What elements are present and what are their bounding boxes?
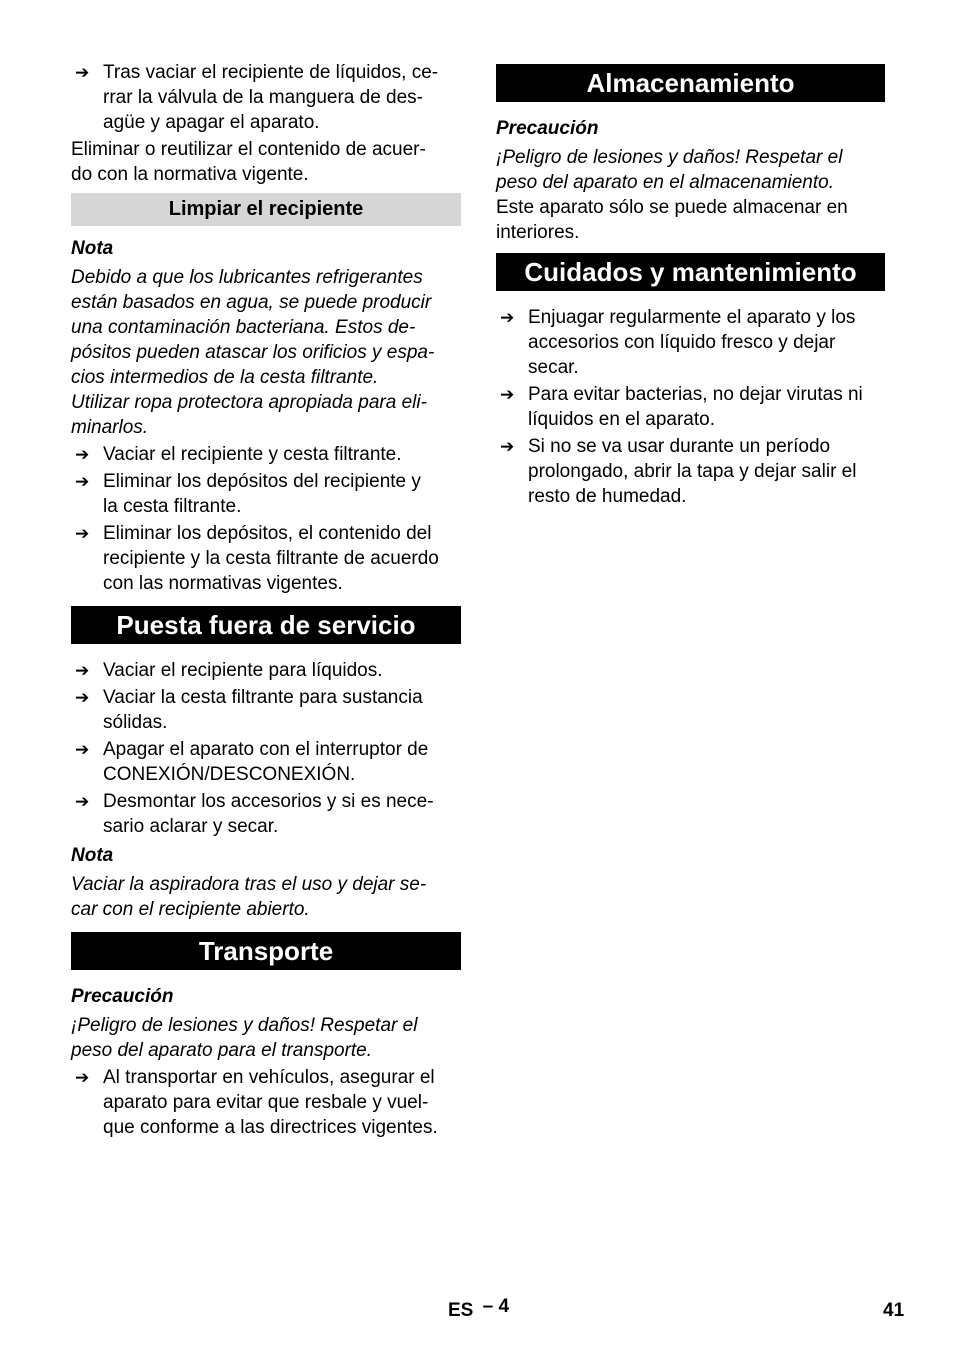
section-heading-transporte: Transporte bbox=[71, 932, 461, 970]
bullet-text: Tras vaciar el recipiente de líquidos, ce- rrar la válvula de la manguera de des- agüe y apagar el aparato. bbox=[103, 62, 439, 133]
bullet-item bbox=[496, 382, 885, 432]
arrow-icon: ➔ bbox=[75, 740, 90, 759]
bullet-text: Apagar el aparato con el interruptor de CONEXIÓN/DESCONEXIÓN. bbox=[103, 739, 429, 785]
note-label: Nota bbox=[71, 845, 114, 866]
note-text: Vaciar la aspiradora tras el uso y dejar se- car con el recipiente abierto. bbox=[71, 874, 427, 920]
bullet-text: Desmontar los accesorios y si es nece- sario aclarar y secar. bbox=[103, 791, 434, 837]
arrow-icon: ➔ bbox=[75, 445, 90, 464]
arrow-icon: ➔ bbox=[75, 661, 90, 680]
bullet-item bbox=[496, 305, 885, 380]
arrow-icon: ➔ bbox=[75, 792, 90, 811]
caution-text: ¡Peligro de lesiones y daños! Respetar el peso del aparato en el almacenamiento. bbox=[496, 147, 843, 193]
bullet-text: Eliminar los depósitos del recipiente y la cesta filtrante. bbox=[103, 471, 421, 517]
bullet-text: Vaciar el recipiente y cesta filtrante. bbox=[103, 444, 402, 465]
bullet-item bbox=[71, 737, 461, 787]
page-number: 41 bbox=[883, 1300, 905, 1321]
arrow-icon: ➔ bbox=[500, 437, 515, 456]
bullet-text: Enjuagar regularmente el aparato y los accesorios con líquido fresco y dejar secar. bbox=[528, 307, 856, 378]
bullet-item bbox=[71, 658, 461, 683]
arrow-icon: ➔ bbox=[75, 63, 90, 82]
paragraph: Este aparato sólo se puede almacenar en interiores. bbox=[496, 197, 848, 243]
section-heading-limpiar: Limpiar el recipiente bbox=[71, 193, 461, 226]
bullet-item bbox=[496, 434, 885, 509]
arrow-icon: ➔ bbox=[500, 385, 515, 404]
section-heading-almacenamiento: Almacenamiento bbox=[496, 64, 885, 102]
note-label: Nota bbox=[71, 238, 114, 259]
bullet-item bbox=[71, 60, 461, 135]
bullet-text: Si no se va usar durante un período prolongado, abrir la tapa y dejar salir el resto de humedad. bbox=[528, 436, 857, 507]
bullet-item bbox=[71, 685, 461, 735]
arrow-icon: ➔ bbox=[75, 524, 90, 543]
caution-label: Precaución bbox=[71, 986, 174, 1007]
arrow-icon: ➔ bbox=[75, 1068, 90, 1087]
footer-lang bbox=[448, 1296, 510, 1322]
bullet-item bbox=[71, 521, 461, 596]
arrow-icon: ➔ bbox=[75, 688, 90, 707]
caution-label: Precaución bbox=[496, 118, 599, 139]
arrow-icon: ➔ bbox=[75, 472, 90, 491]
bullet-text: Vaciar el recipiente para líquidos. bbox=[103, 660, 383, 681]
footer-section-number: – 4 bbox=[482, 1296, 510, 1317]
right-column bbox=[496, 58, 885, 511]
section-heading-cuidados: Cuidados y mantenimiento bbox=[496, 253, 885, 291]
bullet-item bbox=[71, 469, 461, 519]
bullet-text: Vaciar la cesta filtrante para sustancia sólidas. bbox=[103, 687, 423, 733]
bullet-text: Al transportar en vehículos, asegurar el aparato para evitar que resbale y vuel- que conforme a las directrices vigentes. bbox=[103, 1067, 438, 1138]
paragraph: Eliminar o reutilizar el contenido de acuer- do con la normativa vigente. bbox=[71, 139, 426, 185]
section-heading-puesta: Puesta fuera de servicio bbox=[71, 606, 461, 644]
bullet-text: Para evitar bacterias, no dejar virutas ni líquidos en el aparato. bbox=[528, 384, 863, 430]
caution-text: ¡Peligro de lesiones y daños! Respetar el peso del aparato para el transporte. bbox=[71, 1015, 418, 1061]
arrow-icon: ➔ bbox=[500, 308, 515, 327]
bullet-item bbox=[71, 1065, 461, 1140]
left-column bbox=[71, 58, 461, 1142]
bullet-item bbox=[71, 442, 461, 467]
footer-lang-code: ES bbox=[448, 1300, 474, 1321]
bullet-text: Eliminar los depósitos, el contenido del recipiente y la cesta filtrante de acuerdo con las normativas vigentes. bbox=[103, 523, 439, 594]
note-text: Debido a que los lubricantes refrigerantes están basados en agua, se puede producir una contaminación bacteriana. Estos de- pósitos pueden atascar los orificios y espa- cios intermedios de la cesta filtrante. Utilizar ropa protectora apropiada para eli- minarlos. bbox=[71, 267, 435, 438]
bullet-item bbox=[71, 789, 461, 839]
